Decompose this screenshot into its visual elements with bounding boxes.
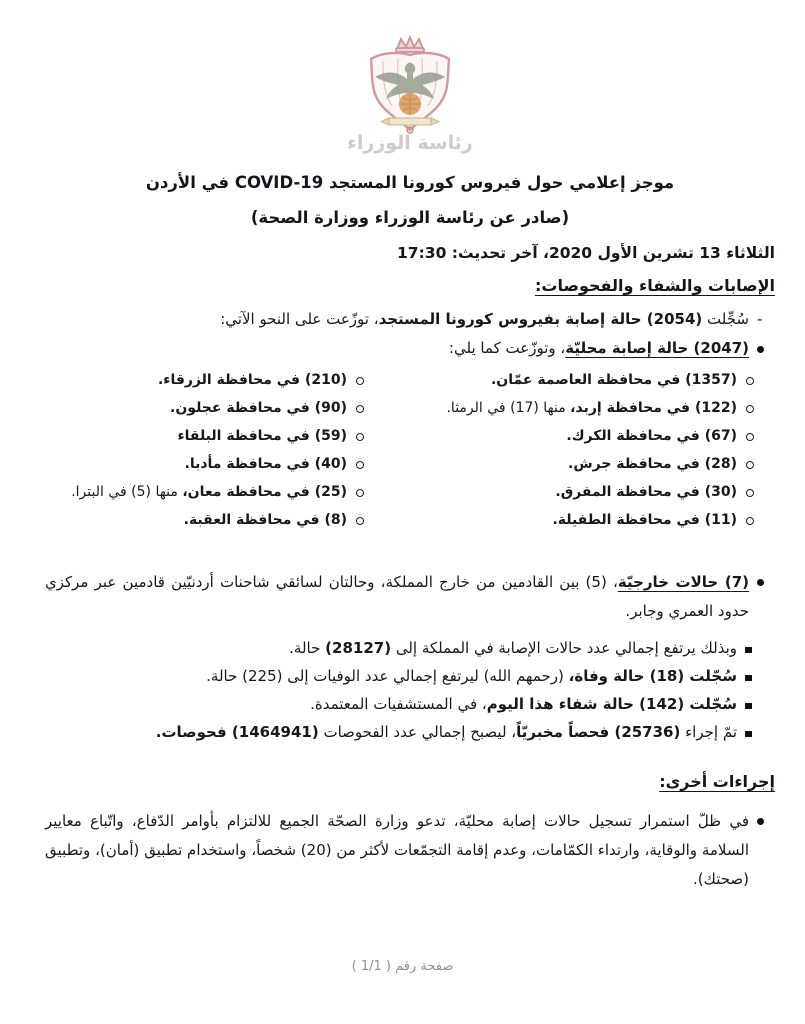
document-title: موجز إعلامي حول فيروس كورونا المستجد COVID-19 في الأردن [145, 173, 675, 192]
summary-line-total: وبذلك يرتفع إجمالي عدد حالات الإصابة في المملكة إلى (28127) حالة. [45, 634, 775, 662]
hollow-circle-bullet-icon [746, 433, 754, 441]
hollow-circle-bullet-icon [746, 405, 754, 413]
governorate-item-jerash: (28) في محافظة جرش. [385, 451, 775, 479]
jordan-coat-of-arms-logo [45, 34, 775, 154]
hollow-circle-bullet-icon [356, 405, 364, 413]
governorate-item-aqaba: (8) في محافظة العقبة. [45, 507, 385, 535]
governorate-item-maan: (25) في محافظة معان، منها (5) في البترا. [45, 479, 385, 507]
logo-caption: رئاسة الوزراء [347, 132, 473, 154]
local-cases-text: (2047) حالة إصابة محليّة، وتوزّعت كما يلي: [448, 339, 749, 357]
total-cases-text: سُجِّلت (2054) حالة إصابة بفيروس كورونا المستجد، توزّعت على النحو الآتي: [220, 310, 749, 328]
hollow-circle-bullet-icon [356, 489, 364, 497]
circle-bullet-icon [757, 579, 764, 586]
procedures-line [45, 807, 775, 894]
governorate-item-tafileh: (11) في محافظة الطفيلة. [385, 507, 775, 535]
governorate-item-irbid: (122) في محافظة إربد، منها (17) في الرمثا. [385, 395, 775, 423]
summary-line-recoveries: سُجّلت (142) حالة شفاء هذا اليوم، في المستشفيات المعتمدة. [45, 690, 775, 718]
section-title-cases: الإصابات والشفاء والفحوصات: [535, 276, 775, 295]
governorate-item-zarqa: (210) في محافظة الزرقاء. [45, 367, 385, 395]
external-cases-text: (7) حالات خارجيّة، (5) بين القادمين من خارج المملكة، وحالتان لسائقي شاحنات أردنيّين قادمين عبر مركزي حدود العمري وجابر. [45, 573, 749, 620]
procedures-text: في ظلّ استمرار تسجيل حالات إصابة محليّة، تدعو وزارة الصحّة الجميع للالتزام بأوامر الدّفاع، واتّباع معايير السلامة والوقاية، وارتداء الكمّامات، وعدم إقامة التجمّعات لأكثر من (20) شخصاً، واستخدام تطبيق (أمان)، وتطبيق (صحتك). [45, 812, 749, 888]
square-bullet-icon [745, 731, 752, 738]
jordan-coat-of-arms-icon [350, 34, 470, 134]
hollow-circle-bullet-icon [356, 433, 364, 441]
external-cases-line [45, 568, 775, 626]
summary-line-deaths: سُجّلت (18) حالة وفاة، (رحمهم الله) ليرتفع إجمالي عدد الوفيات إلى (225) حالة. [45, 662, 775, 690]
governorate-item-karak: (67) في محافظة الكرك. [385, 423, 775, 451]
document-subtitle: (صادر عن رئاسة الوزراء ووزارة الصحة) [250, 208, 570, 227]
hollow-circle-bullet-icon [746, 377, 754, 385]
hollow-circle-bullet-icon [746, 517, 754, 525]
hollow-circle-bullet-icon [356, 517, 364, 525]
page-number: صفحة رقم ( 1/1 ) [351, 959, 454, 974]
date-line: الثلاثاء 13 تشرين الأول 2020، آخر تحديث: 17:30 [397, 244, 775, 262]
governorate-item-ajloun: (90) في محافظة عجلون. [45, 395, 385, 423]
hollow-circle-bullet-icon [356, 461, 364, 469]
hollow-circle-bullet-icon [746, 489, 754, 497]
summary-line-tests: تمّ إجراء (25736) فحصاً مخبريّاً، ليصبح إجمالي عدد الفحوصات (1464941) فحوصات. [45, 718, 775, 746]
dash-bullet-icon: - [757, 310, 763, 328]
governorate-item-balqa: (59) في محافظة البلقاء [45, 423, 385, 451]
governorate-item-mafraq: (30) في محافظة المفرق. [385, 479, 775, 507]
circle-bullet-icon [757, 346, 764, 353]
governorate-list [45, 367, 775, 535]
square-bullet-icon [745, 675, 752, 682]
total-cases-line [45, 307, 775, 331]
square-bullet-icon [745, 647, 752, 654]
square-bullet-icon [745, 703, 752, 710]
circle-bullet-icon [757, 818, 764, 825]
hollow-circle-bullet-icon [356, 377, 364, 385]
local-cases-line [45, 336, 775, 360]
governorate-item-madaba: (40) في محافظة مأدبا. [45, 451, 385, 479]
section-title-procedures: إجراءات أخرى: [659, 772, 775, 791]
governorate-item-amman: (1357) في محافظة العاصمة عمّان. [385, 367, 775, 395]
hollow-circle-bullet-icon [746, 461, 754, 469]
